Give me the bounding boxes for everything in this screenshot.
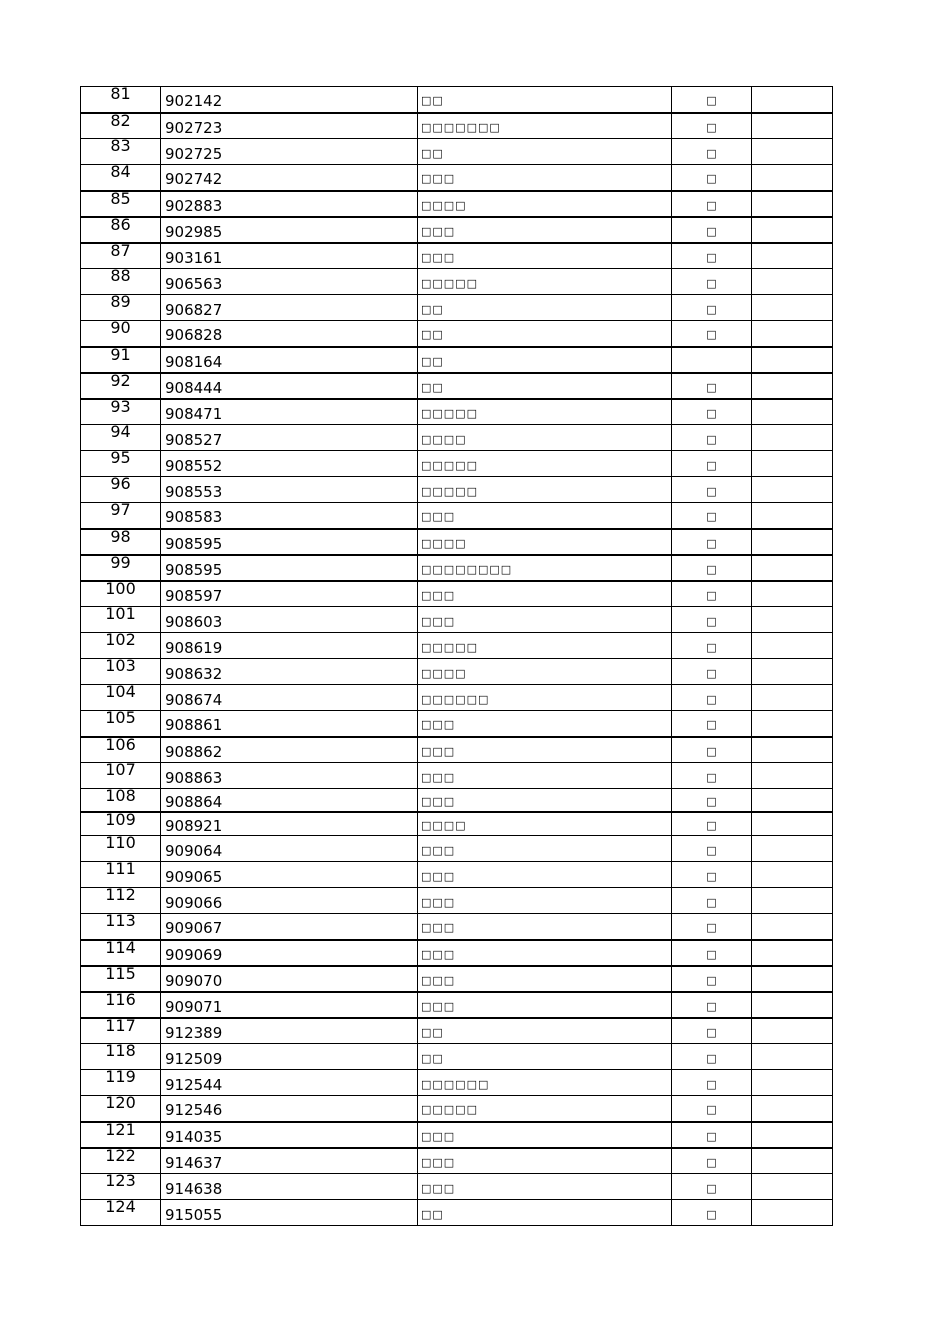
blank-cell — [752, 347, 833, 373]
flag-cell: □ — [672, 139, 752, 165]
flag-cell: □ — [672, 1200, 752, 1226]
table-row — [81, 87, 833, 113]
flag-cell: □ — [672, 477, 752, 503]
code-cell: 908444 — [161, 373, 418, 399]
table-row — [81, 1096, 833, 1122]
blank-cell — [752, 581, 833, 607]
row-number-cell: 119 — [81, 1070, 161, 1096]
flag-cell: □ — [672, 659, 752, 685]
row-number-cell: 107 — [81, 763, 161, 789]
blank-cell — [752, 633, 833, 659]
code-cell: 908583 — [161, 503, 418, 529]
table-row — [81, 607, 833, 633]
row-number-cell: 99 — [81, 555, 161, 581]
flag-cell: □ — [672, 425, 752, 451]
row-number-cell: 105 — [81, 711, 161, 737]
code-cell: 909071 — [161, 992, 418, 1018]
blank-cell — [752, 139, 833, 165]
flag-cell: □ — [672, 321, 752, 347]
code-cell: 908595 — [161, 555, 418, 581]
row-number-cell: 95 — [81, 451, 161, 477]
row-number-cell: 104 — [81, 685, 161, 711]
name-cell: □□□ — [418, 888, 672, 914]
blank-cell — [752, 477, 833, 503]
row-number-cell: 114 — [81, 940, 161, 966]
code-cell: 908553 — [161, 477, 418, 503]
row-number-cell: 124 — [81, 1200, 161, 1226]
flag-cell: □ — [672, 191, 752, 217]
flag-cell: □ — [672, 451, 752, 477]
code-cell: 915055 — [161, 1200, 418, 1226]
row-number-cell: 108 — [81, 789, 161, 813]
code-cell: 909070 — [161, 966, 418, 992]
flag-cell: □ — [672, 87, 752, 113]
name-cell: □□□□ — [418, 425, 672, 451]
row-number-cell: 111 — [81, 862, 161, 888]
table-row — [81, 633, 833, 659]
flag-cell: □ — [672, 373, 752, 399]
name-cell: □□ — [418, 347, 672, 373]
flag-cell: □ — [672, 1122, 752, 1148]
flag-cell: □ — [672, 1174, 752, 1200]
blank-cell — [752, 888, 833, 914]
name-cell: □□□ — [418, 836, 672, 862]
row-number-cell: 102 — [81, 633, 161, 659]
row-number-cell: 85 — [81, 191, 161, 217]
row-number-cell: 98 — [81, 529, 161, 555]
blank-cell — [752, 269, 833, 295]
row-number-cell: 100 — [81, 581, 161, 607]
code-cell: 906827 — [161, 295, 418, 321]
code-cell: 908864 — [161, 789, 418, 813]
blank-cell — [752, 425, 833, 451]
flag-cell — [672, 347, 752, 373]
row-number-cell: 93 — [81, 399, 161, 425]
table-row — [81, 451, 833, 477]
flag-cell: □ — [672, 269, 752, 295]
table-row — [81, 1122, 833, 1148]
blank-cell — [752, 1096, 833, 1122]
table-row — [81, 1148, 833, 1174]
flag-cell: □ — [672, 862, 752, 888]
blank-cell — [752, 836, 833, 862]
row-number-cell: 101 — [81, 607, 161, 633]
name-cell: □□ — [418, 373, 672, 399]
row-number-cell: 122 — [81, 1148, 161, 1174]
flag-cell: □ — [672, 1018, 752, 1044]
row-number-cell: 118 — [81, 1044, 161, 1070]
name-cell: □□ — [418, 1044, 672, 1070]
code-cell: 906828 — [161, 321, 418, 347]
name-cell: □□□□ — [418, 812, 672, 836]
blank-cell — [752, 1122, 833, 1148]
flag-cell: □ — [672, 555, 752, 581]
blank-cell — [752, 295, 833, 321]
table-row — [81, 659, 833, 685]
name-cell: □□□ — [418, 217, 672, 243]
blank-cell — [752, 1174, 833, 1200]
name-cell: □□□□□ — [418, 269, 672, 295]
row-number-cell: 82 — [81, 113, 161, 139]
code-cell: 912509 — [161, 1044, 418, 1070]
code-cell: 902723 — [161, 113, 418, 139]
table-row — [81, 295, 833, 321]
blank-cell — [752, 992, 833, 1018]
name-cell: □□ — [418, 1200, 672, 1226]
code-cell: 908552 — [161, 451, 418, 477]
row-number-cell: 123 — [81, 1174, 161, 1200]
name-cell: □□ — [418, 295, 672, 321]
flag-cell: □ — [672, 607, 752, 633]
code-cell: 902742 — [161, 165, 418, 191]
flag-cell: □ — [672, 737, 752, 763]
blank-cell — [752, 737, 833, 763]
table-row — [81, 217, 833, 243]
row-number-cell: 86 — [81, 217, 161, 243]
table-row — [81, 1200, 833, 1226]
blank-cell — [752, 243, 833, 269]
table-row — [81, 503, 833, 529]
blank-cell — [752, 607, 833, 633]
blank-cell — [752, 685, 833, 711]
table-row — [81, 347, 833, 373]
flag-cell: □ — [672, 888, 752, 914]
table-row — [81, 940, 833, 966]
code-cell: 914638 — [161, 1174, 418, 1200]
name-cell: □□□□□□ — [418, 1070, 672, 1096]
blank-cell — [752, 373, 833, 399]
table-row — [81, 555, 833, 581]
code-cell: 909066 — [161, 888, 418, 914]
name-cell: □□ — [418, 139, 672, 165]
row-number-cell: 109 — [81, 812, 161, 836]
table-row — [81, 269, 833, 295]
name-cell: □□□□ — [418, 659, 672, 685]
code-cell: 902985 — [161, 217, 418, 243]
flag-cell: □ — [672, 399, 752, 425]
name-cell: □□□□□ — [418, 451, 672, 477]
code-cell: 912389 — [161, 1018, 418, 1044]
table-row — [81, 763, 833, 789]
flag-cell: □ — [672, 633, 752, 659]
blank-cell — [752, 555, 833, 581]
table-row — [81, 888, 833, 914]
table-row — [81, 191, 833, 217]
flag-cell: □ — [672, 217, 752, 243]
table-row — [81, 836, 833, 862]
table-row — [81, 1174, 833, 1200]
blank-cell — [752, 321, 833, 347]
name-cell: □□ — [418, 321, 672, 347]
table-row — [81, 243, 833, 269]
flag-cell: □ — [672, 685, 752, 711]
table-row — [81, 914, 833, 940]
row-number-cell: 115 — [81, 966, 161, 992]
flag-cell: □ — [672, 581, 752, 607]
table-row — [81, 399, 833, 425]
blank-cell — [752, 451, 833, 477]
flag-cell: □ — [672, 966, 752, 992]
code-cell: 902725 — [161, 139, 418, 165]
row-number-cell: 91 — [81, 347, 161, 373]
name-cell: □□□□□ — [418, 633, 672, 659]
table-row — [81, 1018, 833, 1044]
blank-cell — [752, 503, 833, 529]
flag-cell: □ — [672, 940, 752, 966]
table-row — [81, 321, 833, 347]
blank-cell — [752, 789, 833, 813]
table-row — [81, 113, 833, 139]
row-number-cell: 84 — [81, 165, 161, 191]
flag-cell: □ — [672, 165, 752, 191]
name-cell: □□□ — [418, 711, 672, 737]
blank-cell — [752, 659, 833, 685]
blank-cell — [752, 1148, 833, 1174]
flag-cell: □ — [672, 113, 752, 139]
name-cell: □□□ — [418, 1122, 672, 1148]
row-number-cell: 121 — [81, 1122, 161, 1148]
row-number-cell: 89 — [81, 295, 161, 321]
code-cell: 908471 — [161, 399, 418, 425]
name-cell: □□□ — [418, 992, 672, 1018]
code-cell: 909069 — [161, 940, 418, 966]
code-cell: 908164 — [161, 347, 418, 373]
code-cell: 909067 — [161, 914, 418, 940]
blank-cell — [752, 1018, 833, 1044]
data-table — [80, 86, 833, 1226]
flag-cell: □ — [672, 914, 752, 940]
row-number-cell: 112 — [81, 888, 161, 914]
row-number-cell: 120 — [81, 1096, 161, 1122]
name-cell: □□□□□ — [418, 399, 672, 425]
table-row — [81, 862, 833, 888]
blank-cell — [752, 914, 833, 940]
code-cell: 908921 — [161, 812, 418, 836]
code-cell: 908603 — [161, 607, 418, 633]
flag-cell: □ — [672, 529, 752, 555]
name-cell: □□□ — [418, 914, 672, 940]
code-cell: 908861 — [161, 711, 418, 737]
code-cell: 906563 — [161, 269, 418, 295]
name-cell: □□ — [418, 87, 672, 113]
flag-cell: □ — [672, 503, 752, 529]
blank-cell — [752, 862, 833, 888]
blank-cell — [752, 87, 833, 113]
code-cell: 912544 — [161, 1070, 418, 1096]
code-cell: 914035 — [161, 1122, 418, 1148]
flag-cell: □ — [672, 1044, 752, 1070]
row-number-cell: 92 — [81, 373, 161, 399]
name-cell: □□□□□ — [418, 1096, 672, 1122]
name-cell: □□□ — [418, 165, 672, 191]
name-cell: □□□□ — [418, 529, 672, 555]
name-cell: □□□ — [418, 607, 672, 633]
code-cell: 909064 — [161, 836, 418, 862]
name-cell: □□□□□□□ — [418, 113, 672, 139]
name-cell: □□□□ — [418, 191, 672, 217]
flag-cell: □ — [672, 992, 752, 1018]
name-cell: □□ — [418, 1018, 672, 1044]
blank-cell — [752, 191, 833, 217]
table-row — [81, 992, 833, 1018]
code-cell: 908597 — [161, 581, 418, 607]
name-cell: □□□□□ — [418, 477, 672, 503]
code-cell: 909065 — [161, 862, 418, 888]
flag-cell: □ — [672, 812, 752, 836]
table-row — [81, 685, 833, 711]
flag-cell: □ — [672, 763, 752, 789]
table-row — [81, 812, 833, 836]
name-cell: □□□ — [418, 581, 672, 607]
table-row — [81, 425, 833, 451]
flag-cell: □ — [672, 789, 752, 813]
blank-cell — [752, 217, 833, 243]
name-cell: □□□ — [418, 940, 672, 966]
code-cell: 914637 — [161, 1148, 418, 1174]
table-row — [81, 165, 833, 191]
blank-cell — [752, 966, 833, 992]
row-number-cell: 87 — [81, 243, 161, 269]
table-row — [81, 789, 833, 813]
name-cell: □□□ — [418, 789, 672, 813]
code-cell: 908674 — [161, 685, 418, 711]
row-number-cell: 96 — [81, 477, 161, 503]
row-number-cell: 113 — [81, 914, 161, 940]
flag-cell: □ — [672, 1148, 752, 1174]
table-row — [81, 711, 833, 737]
code-cell: 908632 — [161, 659, 418, 685]
name-cell: □□□ — [418, 763, 672, 789]
table-row — [81, 737, 833, 763]
row-number-cell: 81 — [81, 87, 161, 113]
row-number-cell: 94 — [81, 425, 161, 451]
name-cell: □□□ — [418, 243, 672, 269]
table-body — [81, 87, 833, 1226]
blank-cell — [752, 529, 833, 555]
name-cell: □□□□□□ — [418, 685, 672, 711]
blank-cell — [752, 1200, 833, 1226]
row-number-cell: 90 — [81, 321, 161, 347]
row-number-cell: 117 — [81, 1018, 161, 1044]
flag-cell: □ — [672, 1070, 752, 1096]
flag-cell: □ — [672, 243, 752, 269]
table-row — [81, 529, 833, 555]
name-cell: □□□ — [418, 503, 672, 529]
row-number-cell: 83 — [81, 139, 161, 165]
code-cell: 902883 — [161, 191, 418, 217]
table-row — [81, 373, 833, 399]
name-cell: □□□ — [418, 1174, 672, 1200]
flag-cell: □ — [672, 711, 752, 737]
table-row — [81, 477, 833, 503]
name-cell: □□□□□□□□ — [418, 555, 672, 581]
row-number-cell: 106 — [81, 737, 161, 763]
blank-cell — [752, 711, 833, 737]
code-cell: 908862 — [161, 737, 418, 763]
name-cell: □□□ — [418, 966, 672, 992]
table-row — [81, 1070, 833, 1096]
blank-cell — [752, 113, 833, 139]
row-number-cell: 110 — [81, 836, 161, 862]
blank-cell — [752, 399, 833, 425]
blank-cell — [752, 1070, 833, 1096]
blank-cell — [752, 1044, 833, 1070]
table-row — [81, 966, 833, 992]
row-number-cell: 116 — [81, 992, 161, 1018]
flag-cell: □ — [672, 295, 752, 321]
table-row — [81, 139, 833, 165]
table-row — [81, 1044, 833, 1070]
name-cell: □□□ — [418, 862, 672, 888]
code-cell: 908595 — [161, 529, 418, 555]
row-number-cell: 88 — [81, 269, 161, 295]
flag-cell: □ — [672, 1096, 752, 1122]
code-cell: 908619 — [161, 633, 418, 659]
code-cell: 908863 — [161, 763, 418, 789]
code-cell: 903161 — [161, 243, 418, 269]
blank-cell — [752, 165, 833, 191]
name-cell: □□□ — [418, 737, 672, 763]
code-cell: 912546 — [161, 1096, 418, 1122]
name-cell: □□□ — [418, 1148, 672, 1174]
flag-cell: □ — [672, 836, 752, 862]
blank-cell — [752, 940, 833, 966]
row-number-cell: 97 — [81, 503, 161, 529]
blank-cell — [752, 763, 833, 789]
code-cell: 908527 — [161, 425, 418, 451]
table-row — [81, 581, 833, 607]
blank-cell — [752, 812, 833, 836]
row-number-cell: 103 — [81, 659, 161, 685]
code-cell: 902142 — [161, 87, 418, 113]
